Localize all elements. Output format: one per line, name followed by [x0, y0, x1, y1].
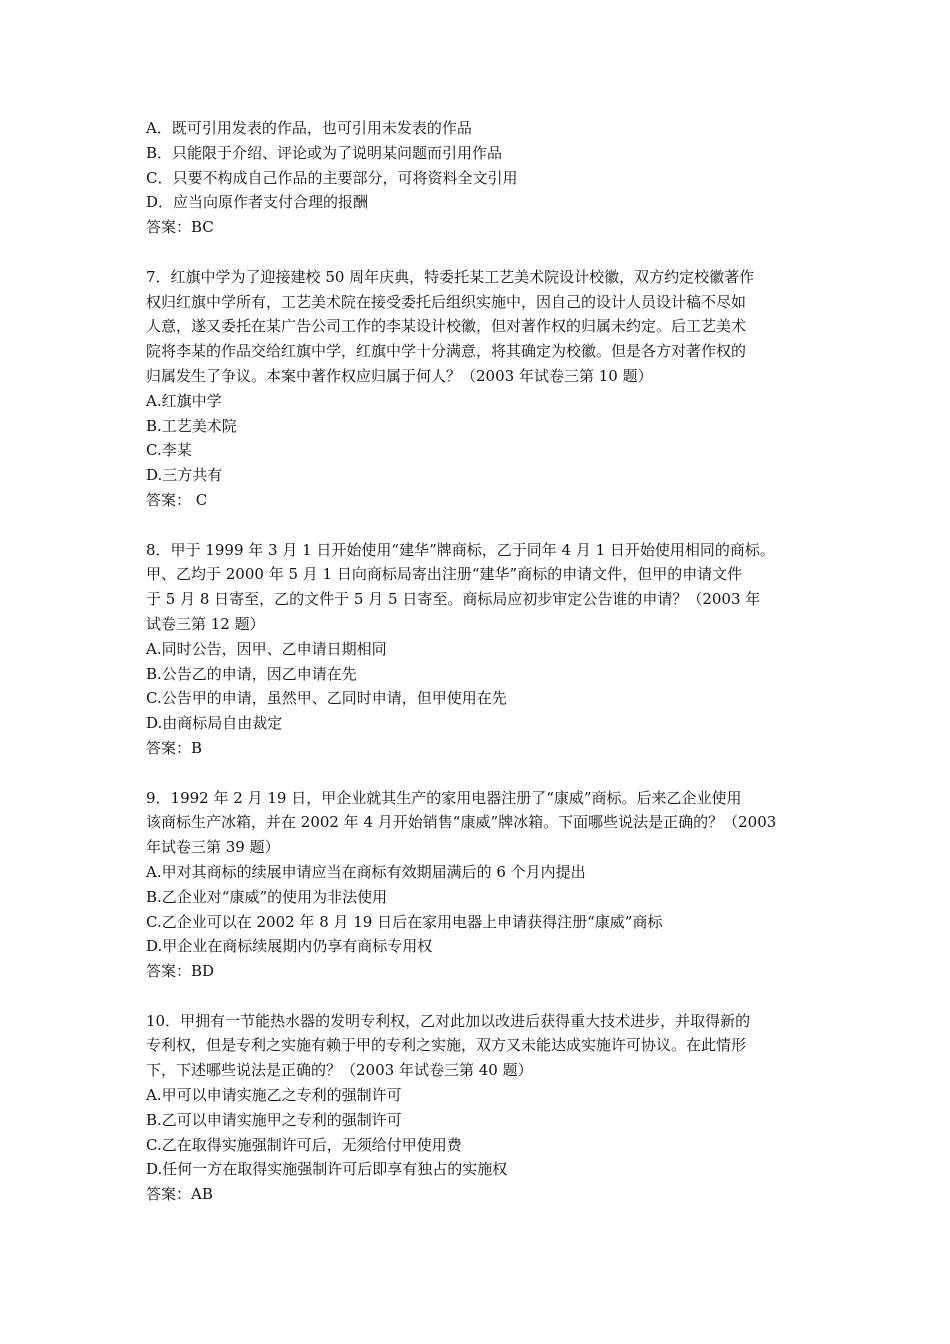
question-8: [146, 538, 816, 761]
option-b: B.乙企业对“康威”的使用为非法使用: [146, 887, 388, 906]
option-a: A．既可引用发表的作品，也可引用未发表的作品: [146, 119, 472, 137]
document-page: [146, 116, 816, 1207]
question-stem-line: 9．1992 年 2 月 19 日，甲企业就其生产的家用电器注册了“康威”商标。后来乙企业使用: [146, 788, 742, 807]
question-stem-line: 院将李某的作品交给红旗中学，红旗中学十分满意，将其确定为校徽。但是各方对著作权的: [146, 342, 747, 361]
option-d: D.任何一方在取得实施强制许可后即享有独占的实施权: [146, 1160, 508, 1179]
option-c: C．只要不构成自己作品的主要部分，可将资料全文引用: [146, 168, 518, 187]
option-c: C.乙在取得实施强制许可后，无须给付甲使用费: [146, 1135, 462, 1154]
question-stem-line: 权归红旗中学所有，工艺美术院在接受委托后组织实施中，因自己的设计人员设计稿不尽如: [146, 292, 747, 311]
question-stem-line: 该商标生产冰箱，并在 2002 年 4 月开始销售“康威”牌冰箱。下面哪些说法是正确的？（2003: [146, 813, 777, 832]
answer: 答案： C: [146, 490, 208, 509]
question-stem-line: 专利权，但是专利之实施有赖于甲的专利之实施，双方又未能达成实施许可协议。在此情形: [146, 1036, 747, 1055]
option-a: A.红旗中学: [146, 391, 222, 410]
question-stem-line: 7．红旗中学为了迎接建校 50 周年庆典，特委托某工艺美术院设计校徽，双方约定校徽著作: [146, 267, 755, 286]
answer: 答案：B: [146, 738, 203, 757]
intro-block: [146, 116, 816, 240]
question-9: [146, 786, 816, 984]
option-c: C.李某: [146, 441, 192, 460]
option-a: A.甲可以申请实施乙之专利的强制许可: [146, 1086, 402, 1105]
question-stem-line: 试卷三第 12 题）: [146, 614, 265, 633]
answer: 答案：AB: [146, 1185, 213, 1204]
question-stem-line: 下，下述哪些说法是正确的？（2003 年试卷三第 40 题）: [146, 1061, 533, 1080]
option-c: C.公告甲的申请，虽然甲、乙同时申请，但甲使用在先: [146, 689, 507, 708]
question-stem-line: 甲、乙均于 2000 年 5 月 1 日向商标局寄出注册“建华”商标的申请文件，但甲的申请文件: [146, 565, 743, 584]
option-d: D.甲企业在商标续展期内仍享有商标专用权: [146, 937, 433, 956]
option-b: B．只能限于介绍、评论或为了说明某问题而引用作品: [146, 143, 503, 162]
option-a: A.甲对其商标的续展申请应当在商标有效期届满后的 6 个月内提出: [146, 862, 586, 881]
question-stem-line: 归属发生了争议。本案中著作权应归属于何人？（2003 年试卷三第 10 题）: [146, 366, 653, 385]
question-7: [146, 265, 816, 513]
question-stem-line: 8．甲于 1999 年 3 月 1 日开始使用“建华”牌商标，乙于同年 4 月 1 日开始使用相同的商标。: [146, 540, 775, 559]
option-a: A.同时公告，因甲、乙申请日期相同: [146, 639, 387, 658]
answer: 答案：BD: [146, 962, 215, 981]
option-c: C.乙企业可以在 2002 年 8 月 19 日后在家用电器上申请获得注册“康威”商标: [146, 912, 663, 931]
answer: 答案：BC: [146, 218, 214, 237]
option-d: D.三方共有: [146, 466, 223, 485]
option-b: B.公告乙的申请，因乙申请在先: [146, 664, 357, 683]
option-d: D.由商标局自由裁定: [146, 714, 283, 733]
question-stem-line: 人意，遂又委托在某广告公司工作的李某设计校徽，但对著作权的归属未约定。后工艺美术: [146, 317, 747, 336]
question-stem-line: 年试卷三第 39 题）: [146, 838, 280, 857]
question-10: [146, 1009, 816, 1207]
option-d: D．应当向原作者支付合理的报酬: [146, 193, 369, 212]
question-stem-line: 于 5 月 8 日寄至，乙的文件于 5 月 5 日寄至。商标局应初步审定公告谁的申请？（2003 年: [146, 590, 761, 609]
question-stem-line: 10．甲拥有一节能热水器的发明专利权，乙对此加以改进后获得重大技术进步，并取得新的: [146, 1011, 751, 1030]
option-b: B.乙可以申请实施甲之专利的强制许可: [146, 1110, 402, 1129]
option-b: B.工艺美术院: [146, 416, 237, 435]
